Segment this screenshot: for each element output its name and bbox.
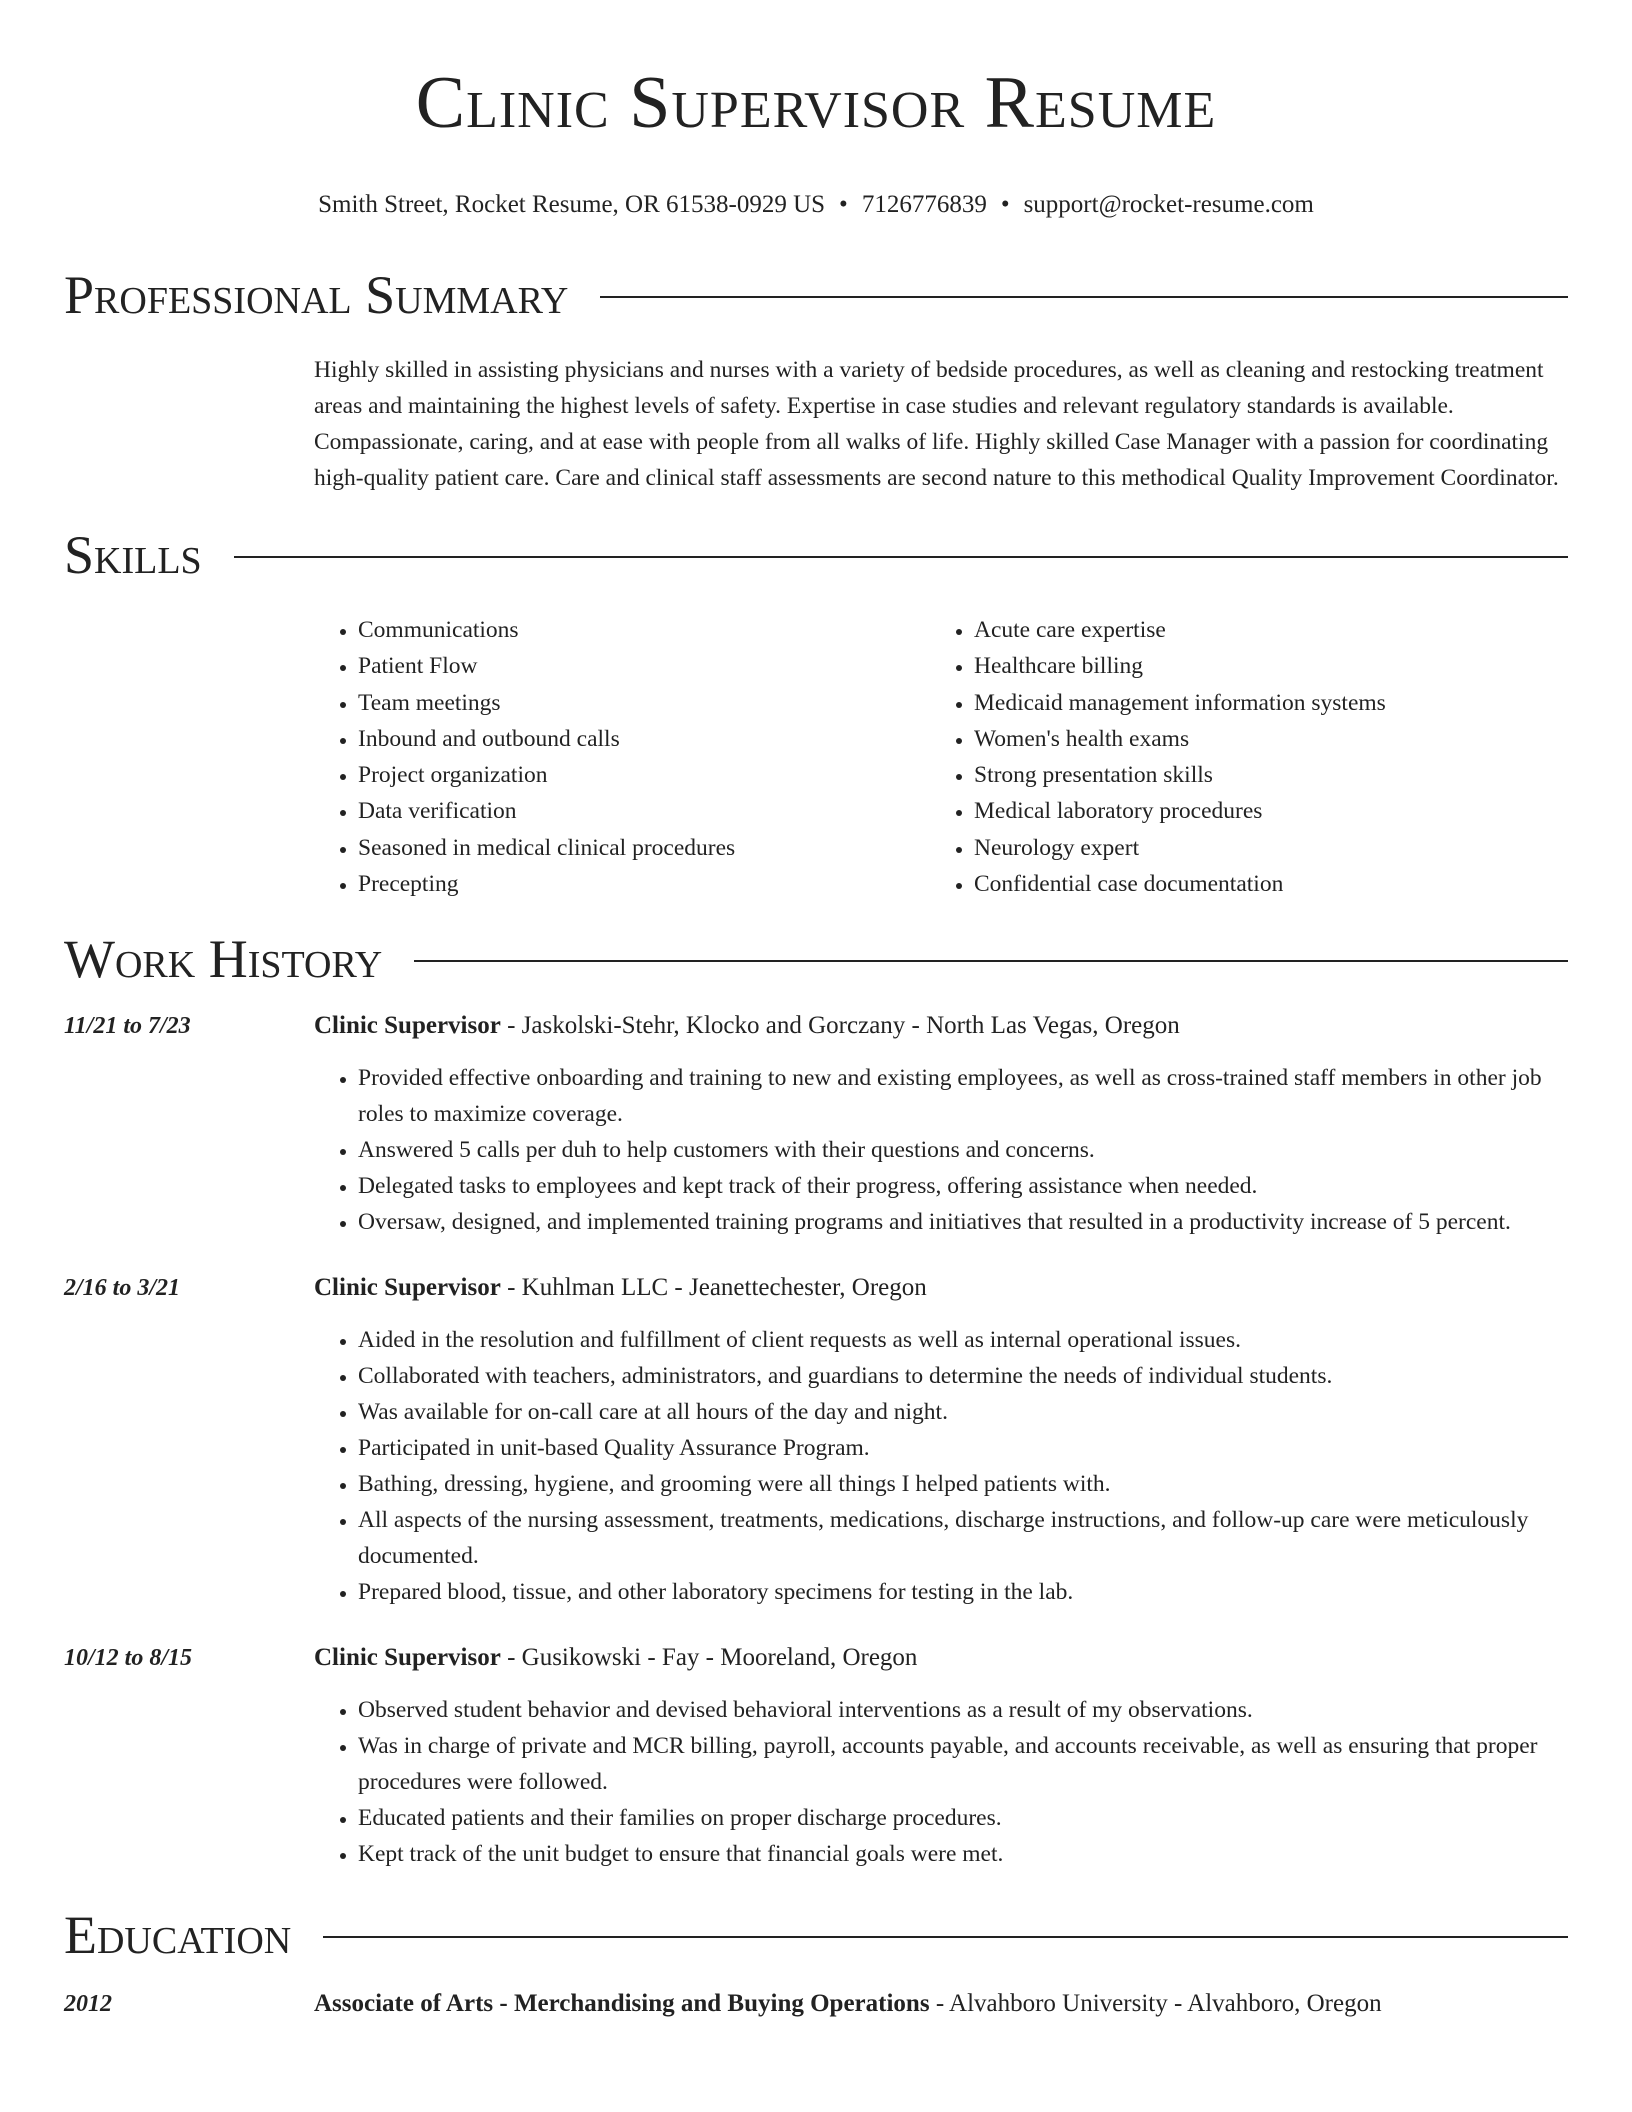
job-heading	[314, 1640, 917, 1676]
skill-item: • Data verification	[358, 793, 930, 829]
job-bullet: • Bathing, dressing, hygiene, and grooming were all things I helped patients with.	[358, 1466, 1568, 1502]
section-divider	[323, 1936, 1568, 1938]
summary-text: Highly skilled in assisting physicians and nurses with a variety of bedside procedures, as well as cleaning and restocking treatment areas and maintaining the highest levels of safety. Expertise in case studies and relevant regulatory standards is available. Compassionate, caring, and at ease with people from all walks of life. Highly skilled Case Manager with a passion for coordinating high-quality patient care. Care and clinical staff assessments are second nature to this methodical Quality Improvement Coordinator.	[314, 357, 1559, 491]
skills-list-right	[930, 612, 1546, 902]
skill-item: • Acute care expertise	[974, 612, 1546, 648]
job-header	[64, 1270, 1568, 1306]
contact-phone: 7126776839	[861, 191, 987, 218]
skill-item: • Medicaid management information systems	[974, 685, 1546, 721]
job-bullet: • Answered 5 calls per duh to help customers with their questions and concerns.	[358, 1132, 1568, 1168]
job-title: Clinic Supervisor	[314, 1274, 501, 1302]
skills-columns	[314, 612, 1568, 902]
skill-item: • Medical laboratory procedures	[974, 793, 1546, 829]
job-bullet: • Prepared blood, tissue, and other laboratory specimens for testing in the lab.	[358, 1574, 1568, 1610]
job-bullet: • Was available for on-call care at all hours of the day and night.	[358, 1394, 1568, 1430]
job-bullet: • Provided effective onboarding and training to new and existing employees, as well as cross-trained staff members in other job roles to maximize coverage.	[358, 1060, 1568, 1132]
job-dates: 2/16 to 3/21	[64, 1275, 181, 1302]
job-list	[64, 1008, 1568, 1872]
skill-item: • Patient Flow	[358, 648, 930, 684]
job-bullet: • Collaborated with teachers, administrators, and guardians to determine the needs of individual students.	[358, 1358, 1568, 1394]
job-bullet: • Participated in unit-based Quality Assurance Program.	[358, 1430, 1568, 1466]
education-section-header	[64, 1900, 1568, 1970]
skills-list-left	[314, 612, 930, 902]
section-divider	[414, 960, 1568, 962]
job-heading	[314, 1270, 927, 1306]
job-entry	[64, 1270, 1568, 1610]
job-bullet: • All aspects of the nursing assessment, treatments, medications, discharge instructions, and follow-up care were meticulously documented.	[358, 1502, 1568, 1574]
work-history-section-header	[64, 924, 1568, 994]
job-bullets	[314, 1692, 1568, 1872]
job-employer-location: - Kuhlman LLC - Jeanettechester, Oregon	[500, 1274, 927, 1302]
job-dates: 11/21 to 7/23	[64, 1013, 191, 1040]
contact-separator: •	[1000, 191, 1010, 218]
education-entry	[64, 1986, 1568, 2022]
job-bullet: • Kept track of the unit budget to ensure that financial goals were met.	[358, 1836, 1568, 1872]
job-title: Clinic Supervisor	[314, 1644, 501, 1672]
job-bullet: • Educated patients and their families on proper discharge procedures.	[358, 1800, 1568, 1836]
job-entry	[64, 1640, 1568, 1872]
work-history-section	[64, 924, 1568, 1872]
job-bullet: • Delegated tasks to employees and kept track of their progress, offering assistance when needed.	[358, 1168, 1568, 1204]
job-employer-location: - Jaskolski-Stehr, Klocko and Gorczany - North Las Vegas, Oregon	[500, 1012, 1180, 1040]
contact-separator: •	[839, 191, 848, 218]
skill-item: • Seasoned in medical clinical procedures	[358, 830, 930, 866]
education-heading: Education	[64, 1905, 292, 1966]
skills-section	[64, 520, 1568, 902]
job-header	[64, 1640, 1568, 1676]
job-entry	[64, 1008, 1568, 1240]
skill-item: • Team meetings	[358, 685, 930, 721]
job-bullet: • Aided in the resolution and fulfillment of client requests as well as internal operational issues.	[358, 1322, 1568, 1358]
education-section	[64, 1900, 1568, 2022]
job-bullet: • Oversaw, designed, and implemented training programs and initiatives that resulted in a productivity increase of 5 percent.	[358, 1204, 1568, 1240]
job-bullets	[314, 1322, 1568, 1610]
skill-item: • Precepting	[358, 866, 930, 902]
job-title: Clinic Supervisor	[314, 1012, 501, 1040]
education-heading-line	[314, 1986, 1382, 2022]
job-dates: 10/12 to 8/15	[64, 1645, 193, 1672]
education-list	[64, 1986, 1568, 2022]
job-bullet: • Was in charge of private and MCR billing, payroll, accounts payable, and accounts receivable, as well as ensuring that proper procedures were followed.	[358, 1728, 1568, 1800]
work-history-heading: Work History	[64, 929, 383, 990]
job-bullet: • Observed student behavior and devised behavioral interventions as a result of my observations.	[358, 1692, 1568, 1728]
skill-item: • Communications	[358, 612, 930, 648]
contact-line	[64, 188, 1568, 222]
education-year: 2012	[64, 1991, 112, 2018]
skill-item: • Healthcare billing	[974, 648, 1546, 684]
skill-item: • Women's health exams	[974, 721, 1546, 757]
job-header	[64, 1008, 1568, 1044]
summary-heading: Professional Summary	[64, 265, 569, 325]
contact-email[interactable]: support@rocket-resume.com	[1023, 191, 1314, 218]
job-heading	[314, 1008, 1180, 1044]
summary-section	[64, 260, 1568, 496]
skill-item: • Neurology expert	[974, 830, 1546, 866]
education-degree: Associate of Arts - Merchandising and Buying Operations	[314, 1990, 930, 2018]
skills-heading: Skills	[64, 525, 202, 585]
section-divider	[234, 556, 1568, 558]
skill-item: • Inbound and outbound calls	[358, 721, 930, 757]
section-divider	[600, 296, 1568, 298]
job-bullets	[314, 1060, 1568, 1240]
skill-item: • Project organization	[358, 757, 930, 793]
skill-item: • Confidential case documentation	[974, 866, 1546, 902]
skills-section-header	[64, 520, 1568, 590]
contact-address: Smith Street, Rocket Resume, OR 61538-0929 US	[318, 191, 826, 218]
job-employer-location: - Gusikowski - Fay - Mooreland, Oregon	[500, 1644, 918, 1672]
education-school-location: - Alvahboro University - Alvahboro, Oregon	[929, 1990, 1382, 2018]
document-title: Clinic Supervisor Resume	[415, 62, 1217, 144]
summary-section-header	[64, 260, 1568, 330]
skill-item: • Strong presentation skills	[974, 757, 1546, 793]
